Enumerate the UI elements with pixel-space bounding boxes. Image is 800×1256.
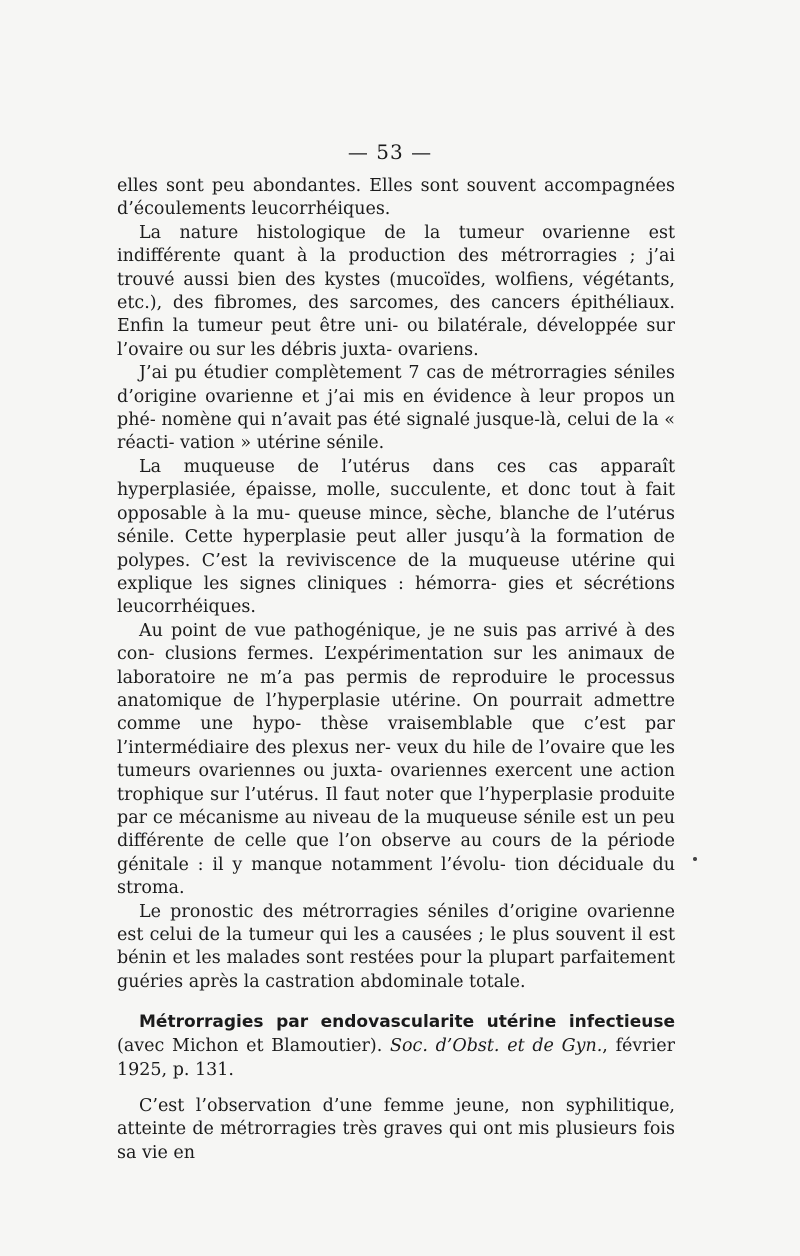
paragraph: C’est l’observation d’une femme jeune, non syphilitique, atteinte de métrorragies très graves qui ont mis plusieurs fois sa vie en <box>117 1096 675 1163</box>
article-citation <box>117 1010 675 1082</box>
paragraph: J’ai pu étudier complètement 7 cas de métrorragies séniles d’origine ovarienne et j’ai mis en évidence à leur propos un phé- nomène qui n’avait pas été signalé jusque-là, celui de la « réacti- vation » utérine sénile. <box>117 363 675 454</box>
paragraph: Au point de vue pathogénique, je ne suis pas arrivé à des con- clusions fermes. L’expérimentation sur les animaux de laboratoire ne m’a pas permis de reproduire le processus anatomique de l’hyperplasie utérine. On pourrait admettre comme une hypo- thèse vraisemblable que c’est par l’intermédiaire des plexus ner- veux du hile de l’ovaire que les tumeurs ovariennes ou juxta- ovariennes exercent une action trophique sur l’utérus. Il faut noter que l’hyperplasie produite par ce mécanisme au niveau de la muqueuse sénile est un peu différente de celle que l’on observe au cours de la période génitale : il y manque notamment l’évolu- tion déciduale du stroma. <box>117 620 675 899</box>
bottom-text-block <box>117 1095 675 1165</box>
main-text-block <box>117 175 675 994</box>
page-number: — 53 — <box>347 140 433 164</box>
article-heading <box>117 1010 675 1082</box>
article-title: Métrorragies par endovascularite utérine infectieuse <box>139 1012 675 1032</box>
ink-speck <box>693 857 697 861</box>
article-authors: (avec Michon et Blamoutier). <box>117 1036 383 1056</box>
paragraph: La nature histologique de la tumeur ovarienne est indifférente quant à la production des métrorragies ; j’ai trouvé aussi bien des kystes (mucoïdes, wolfiens, végétants, etc.), des fibromes, des sarcomes, des cancers épithéliaux. Enfin la tumeur peut être uni- ou bilatérale, développée sur l’ovaire ou sur les débris juxta- ovariens. <box>117 222 675 360</box>
paragraph: Le pronostic des métrorragies séniles d’origine ovarienne est celui de la tumeur qui les a causées ; le plus souvent il est bénin et les malades sont restées pour la plupart parfaitement guéries après la castration abdominale totale. <box>117 901 675 992</box>
article-date: , février 1925, <box>117 1036 675 1080</box>
paragraph: elles sont peu abondantes. Elles sont souvent accompagnées d’écoulements leucorrhéiques. <box>117 176 675 220</box>
article-pages: p. 131. <box>172 1060 234 1080</box>
article-journal: Soc. d’Obst. et de Gyn. <box>390 1036 603 1056</box>
paragraph: La muqueuse de l’utérus dans ces cas apparaît hyperplasiée, épaisse, molle, succulente, et donc tout à fait opposable à la mu- queuse mince, sèche, blanche de l’utérus sénile. Cette hyperplasie peut aller jusqu’à la formation de polypes. C’est la reviviscence de la muqueuse utérine qui explique les signes cliniques : hémorra- gies et sécrétions leucorrhéiques. <box>117 456 675 618</box>
